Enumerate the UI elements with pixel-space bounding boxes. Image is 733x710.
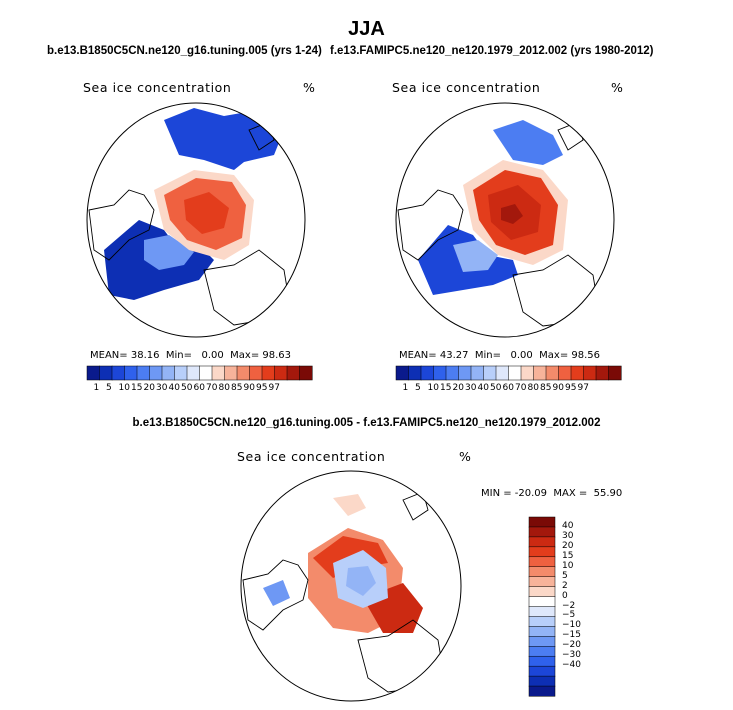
right-variable-label: Sea ice concentration bbox=[392, 80, 541, 95]
colorbar-swatch bbox=[459, 366, 472, 380]
colorbar-tick-label: 60 bbox=[193, 383, 205, 393]
left-panel-case-title: b.e13.B1850C5CN.ne120_g16.tuning.005 (yrs 1-24) bbox=[47, 45, 322, 57]
diff-variable-label: Sea ice concentration bbox=[237, 449, 386, 464]
colorbar-tick-label: 70 bbox=[206, 383, 218, 393]
colorbar-swatch bbox=[275, 366, 288, 380]
colorbar-swatch bbox=[446, 366, 459, 380]
left-variable-label: Sea ice concentration bbox=[83, 80, 232, 95]
diff-colorbar-tick-label: −2 bbox=[562, 600, 576, 611]
right-colorbar bbox=[396, 366, 621, 380]
colorbar-swatch bbox=[609, 366, 622, 380]
diff-colorbar-swatch bbox=[529, 616, 555, 626]
diff-colorbar-swatch bbox=[529, 557, 555, 567]
colorbar-tick-label: 1 bbox=[402, 383, 409, 393]
colorbar-tick-label: 70 bbox=[515, 383, 527, 393]
colorbar-swatch bbox=[162, 366, 175, 380]
colorbar-tick-label: 15 bbox=[440, 383, 452, 393]
colorbar-swatch bbox=[409, 366, 422, 380]
diff-colorbar-tick-label: 20 bbox=[562, 540, 574, 551]
colorbar-swatch bbox=[421, 366, 434, 380]
diff-colorbar-tick-label: 30 bbox=[562, 530, 574, 541]
colorbar-tick-label: 90 bbox=[552, 383, 564, 393]
diff-colorbar-tick-label: −15 bbox=[562, 630, 581, 641]
colorbar-swatch bbox=[534, 366, 547, 380]
colorbar-swatch bbox=[100, 366, 113, 380]
diff-colorbar-tick-label: −5 bbox=[562, 610, 576, 621]
colorbar-tick-label: 97 bbox=[268, 383, 280, 393]
diff-minmax-stat: MIN = -20.09 MAX = 55.90 bbox=[481, 488, 623, 499]
colorbar-swatch bbox=[137, 366, 150, 380]
right-panel-case-title: f.e13.FAMIPC5.ne120_ne120.1979_2012.002 (yrs 1980-2012) bbox=[330, 45, 654, 57]
diff-colorbar-tick-label: 40 bbox=[562, 520, 574, 531]
diff-colorbar bbox=[529, 517, 555, 696]
diff-panel-title: b.e13.B1850C5CN.ne120_g16.tuning.005 - f.e13.FAMIPC5.ne120_ne120.1979_2012.002 bbox=[132, 417, 601, 429]
diff-colorbar-swatch bbox=[529, 547, 555, 557]
diff-colorbar-swatch bbox=[529, 686, 555, 696]
diff-colorbar-swatch bbox=[529, 587, 555, 597]
colorbar-swatch bbox=[434, 366, 447, 380]
colorbar-swatch bbox=[250, 366, 263, 380]
colorbar-swatch bbox=[559, 366, 572, 380]
diff-colorbar-tick-label: −20 bbox=[562, 640, 581, 651]
left-units-label: % bbox=[303, 80, 316, 95]
diff-colorbar-tick-label: 0 bbox=[562, 590, 568, 601]
colorbar-swatch bbox=[237, 366, 250, 380]
colorbar-tick-label: 50 bbox=[181, 383, 193, 393]
diff-colorbar-swatch bbox=[529, 676, 555, 686]
colorbar-swatch bbox=[484, 366, 497, 380]
colorbar-swatch bbox=[175, 366, 188, 380]
diff-colorbar-swatch bbox=[529, 517, 555, 527]
diff-colorbar-tick-label: 15 bbox=[562, 550, 574, 561]
colorbar-swatch bbox=[509, 366, 522, 380]
colorbar-swatch bbox=[584, 366, 597, 380]
diff-colorbar-swatch bbox=[529, 656, 555, 666]
right-polar-map bbox=[393, 100, 617, 340]
colorbar-tick-label: 30 bbox=[465, 383, 477, 393]
colorbar-swatch bbox=[200, 366, 213, 380]
diff-colorbar-tick-label: 5 bbox=[562, 570, 568, 581]
diff-colorbar-tick-label: 10 bbox=[562, 560, 574, 571]
colorbar-swatch bbox=[496, 366, 509, 380]
colorbar-tick-label: 5 bbox=[106, 383, 112, 393]
colorbar-tick-label: 10 bbox=[427, 383, 439, 393]
diff-polar-map bbox=[238, 468, 464, 704]
page-title: JJA bbox=[348, 18, 385, 40]
diff-colorbar-swatch bbox=[529, 646, 555, 656]
colorbar-tick-label: 85 bbox=[231, 383, 243, 393]
colorbar-tick-label: 20 bbox=[143, 383, 155, 393]
colorbar-swatch bbox=[212, 366, 225, 380]
diff-colorbar-tick-label: −30 bbox=[562, 650, 581, 661]
colorbar-swatch bbox=[596, 366, 609, 380]
left-mean-stat: MEAN= 38.16 Min= 0.00 Max= 98.63 bbox=[90, 350, 292, 361]
colorbar-swatch bbox=[287, 366, 300, 380]
colorbar-swatch bbox=[546, 366, 559, 380]
right-mean-stat: MEAN= 43.27 Min= 0.00 Max= 98.56 bbox=[399, 350, 601, 361]
colorbar-swatch bbox=[471, 366, 484, 380]
colorbar-tick-label: 50 bbox=[490, 383, 502, 393]
diff-colorbar-swatch bbox=[529, 527, 555, 537]
diff-colorbar-swatch bbox=[529, 666, 555, 676]
colorbar-tick-label: 80 bbox=[527, 383, 539, 393]
diff-colorbar-swatch bbox=[529, 636, 555, 646]
colorbar-tick-label: 97 bbox=[577, 383, 589, 393]
colorbar-tick-label: 40 bbox=[168, 383, 180, 393]
colorbar-swatch bbox=[125, 366, 138, 380]
colorbar-tick-label: 90 bbox=[243, 383, 255, 393]
colorbar-swatch bbox=[521, 366, 534, 380]
colorbar-tick-label: 20 bbox=[452, 383, 464, 393]
colorbar-swatch bbox=[225, 366, 238, 380]
colorbar-swatch bbox=[571, 366, 584, 380]
colorbar-tick-label: 60 bbox=[502, 383, 514, 393]
colorbar-swatch bbox=[87, 366, 100, 380]
colorbar-swatch bbox=[150, 366, 163, 380]
colorbar-tick-label: 5 bbox=[415, 383, 421, 393]
diff-colorbar-ticks bbox=[562, 517, 602, 696]
colorbar-tick-label: 30 bbox=[156, 383, 168, 393]
diff-colorbar-swatch bbox=[529, 537, 555, 547]
colorbar-tick-label: 1 bbox=[93, 383, 100, 393]
diff-colorbar-swatch bbox=[529, 607, 555, 617]
colorbar-swatch bbox=[396, 366, 409, 380]
diff-colorbar-swatch bbox=[529, 577, 555, 587]
diff-colorbar-swatch bbox=[529, 567, 555, 577]
diff-units-label: % bbox=[459, 449, 472, 464]
diff-colorbar-swatch bbox=[529, 626, 555, 636]
colorbar-swatch bbox=[262, 366, 275, 380]
diff-colorbar-tick-label: −40 bbox=[562, 660, 581, 671]
right-units-label: % bbox=[611, 80, 624, 95]
diff-colorbar-tick-label: 2 bbox=[562, 580, 568, 591]
colorbar-tick-label: 95 bbox=[565, 383, 577, 393]
right-colorbar-ticks bbox=[396, 383, 621, 395]
colorbar-tick-label: 85 bbox=[540, 383, 552, 393]
colorbar-swatch bbox=[112, 366, 125, 380]
left-colorbar-ticks bbox=[87, 383, 312, 395]
diff-colorbar-swatch bbox=[529, 597, 555, 607]
diff-colorbar-tick-label: −10 bbox=[562, 620, 581, 631]
colorbar-tick-label: 10 bbox=[118, 383, 130, 393]
colorbar-tick-label: 80 bbox=[218, 383, 230, 393]
colorbar-swatch bbox=[187, 366, 200, 380]
colorbar-swatch bbox=[300, 366, 313, 380]
left-polar-map bbox=[84, 100, 308, 340]
colorbar-tick-label: 40 bbox=[477, 383, 489, 393]
colorbar-tick-label: 15 bbox=[131, 383, 143, 393]
left-colorbar bbox=[87, 366, 312, 380]
colorbar-tick-label: 95 bbox=[256, 383, 268, 393]
